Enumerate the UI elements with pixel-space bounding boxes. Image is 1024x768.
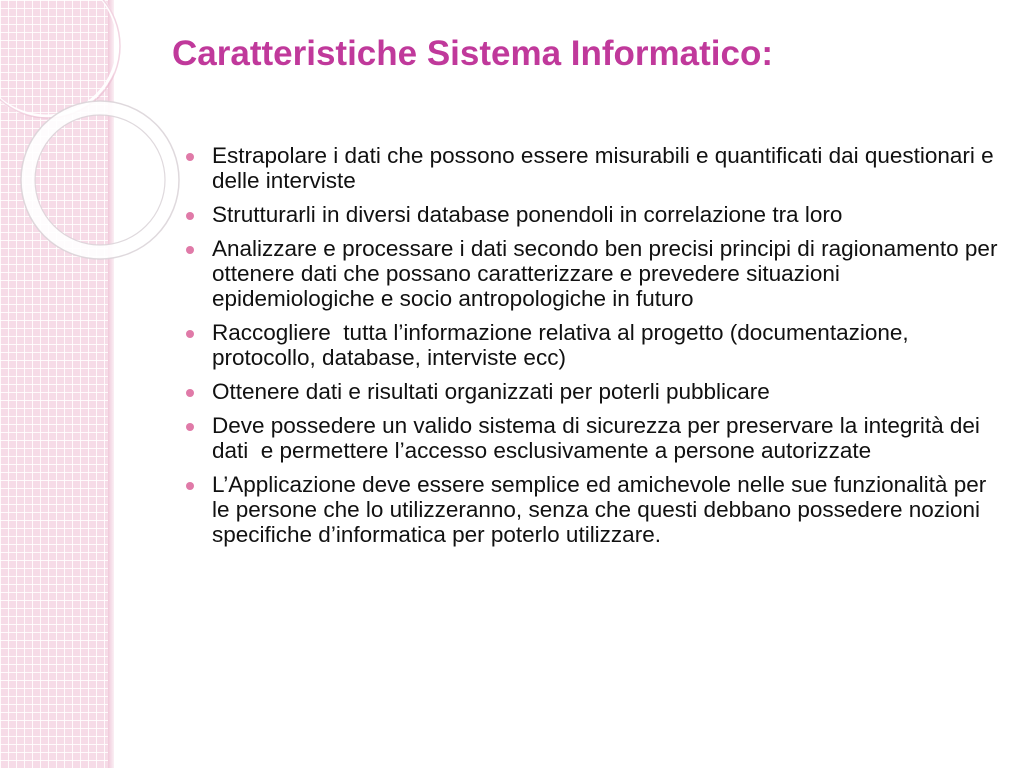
list-item xyxy=(186,472,998,547)
slide-title: Caratteristiche Sistema Informatico: xyxy=(172,34,774,73)
bullet-text: Analizzare e processare i dati secondo ben precisi principi di ragionamento per ottenere dati che possano caratterizzare e prevedere situazioni epidemiologiche e socio antropologiche in futuro xyxy=(212,236,998,311)
bullet-dot-icon xyxy=(186,482,194,490)
bullet-dot-icon xyxy=(186,212,194,220)
ring-bottom xyxy=(28,108,172,252)
bullet-dot-icon xyxy=(186,423,194,431)
ring-top xyxy=(0,0,118,116)
bullet-text: Ottenere dati e risultati organizzati per poterli pubblicare xyxy=(212,379,770,404)
bullet-dot-icon xyxy=(186,389,194,397)
ring-decoration xyxy=(0,0,130,260)
bullet-text: Estrapolare i dati che possono essere misurabili e quantificati dai questionari e delle interviste xyxy=(212,143,994,193)
bullet-dot-icon xyxy=(186,153,194,161)
bullet-dot-icon xyxy=(186,246,194,254)
list-item xyxy=(186,413,998,463)
bullet-text: Strutturarli in diversi database ponendoli in correlazione tra loro xyxy=(212,202,843,227)
bullet-dot-icon xyxy=(186,330,194,338)
bullet-text: Raccogliere tutta l’informazione relativa al progetto (documentazione, protocollo, database, interviste ecc) xyxy=(212,320,915,370)
list-item xyxy=(186,236,998,311)
list-item xyxy=(186,143,998,193)
list-item xyxy=(186,379,998,404)
bullet-text: Deve possedere un valido sistema di sicurezza per preservare la integrità dei dati e permettere l’accesso esclusivamente a persone autorizzate xyxy=(212,413,987,463)
ring-bottom-inner xyxy=(35,115,165,245)
bullet-list xyxy=(186,143,998,556)
list-item xyxy=(186,320,998,370)
bullet-text: L’Applicazione deve essere semplice ed amichevole nelle sue funzionalità per le persone che lo utilizzeranno, senza che questi debbano possedere nozioni specifiche d’informatica per poterlo utilizzare. xyxy=(212,472,987,547)
list-item xyxy=(186,202,998,227)
